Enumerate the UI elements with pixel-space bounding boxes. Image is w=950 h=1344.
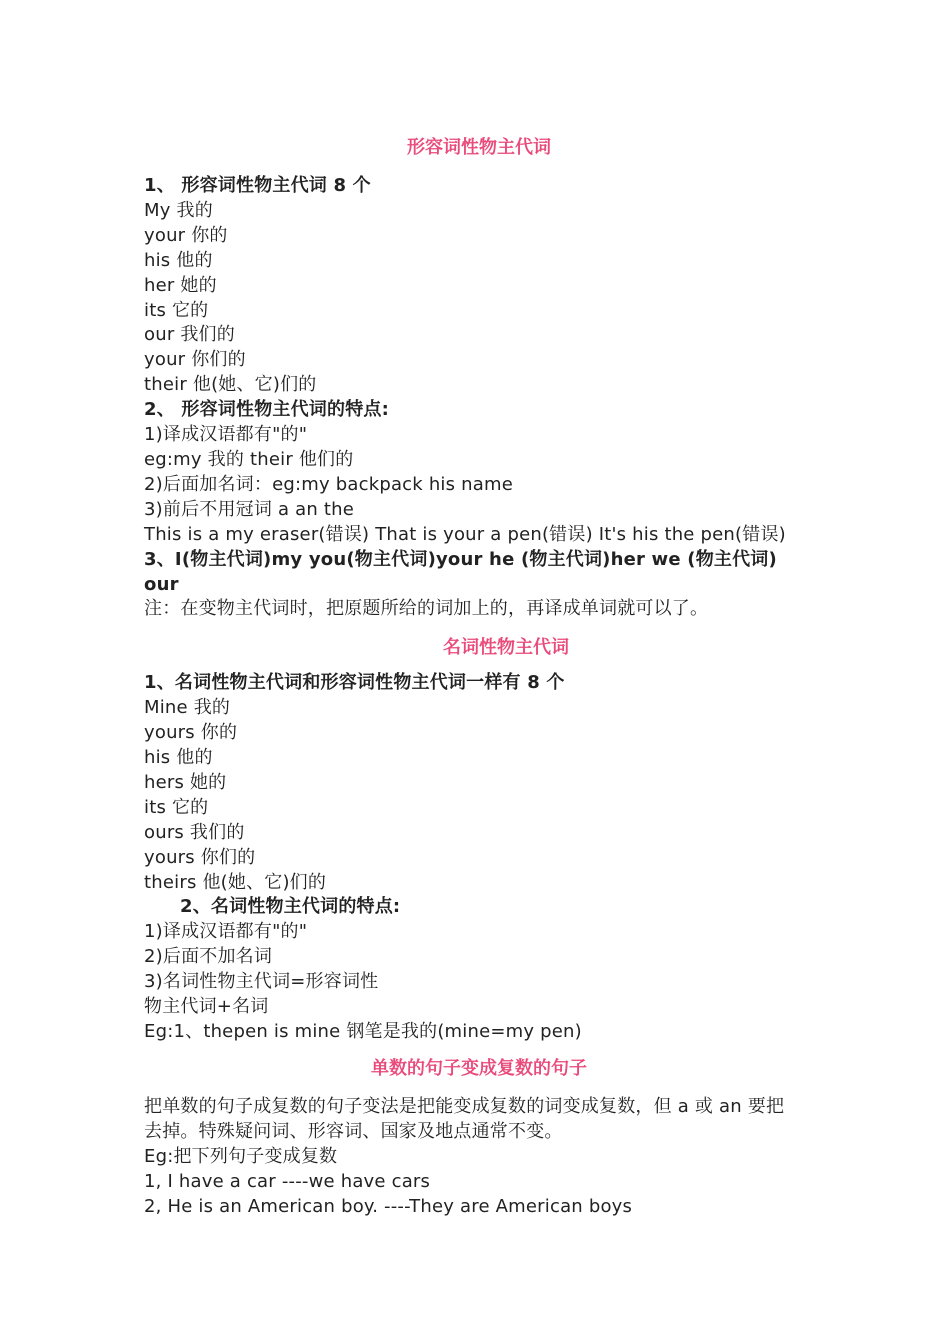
paragraph: 物主代词+名词 — [144, 996, 269, 1018]
list-item: hers 她的 — [144, 771, 227, 793]
paragraph: 1, I have a car ----we have cars — [144, 1170, 431, 1192]
paragraph: Eg:1、thepen is mine 钢笔是我的(mine=my pen) — [144, 1021, 582, 1042]
paragraph: 2)后面加名词：eg:my backpack his name — [144, 473, 513, 495]
list-item: its 它的 — [144, 299, 209, 321]
list-item: its 它的 — [144, 796, 209, 818]
section-title-noun-possessive: 名词性物主代词 — [443, 637, 569, 659]
list-item: Mine 我的 — [144, 697, 231, 719]
list-item: your 你的 — [144, 224, 228, 246]
list-item: his 他的 — [144, 249, 213, 271]
list-item: your 你们的 — [144, 349, 246, 371]
note: 注：在变物主代词时，把原题所给的词加上的，再译成单词就可以了。 — [144, 598, 709, 620]
paragraph: Eg:把下列句子变成复数 — [144, 1145, 338, 1167]
paragraph: 2)后面不加名词 — [144, 946, 273, 968]
list-item: our 我们的 — [144, 324, 235, 346]
section-title-adjective-possessive: 形容词性物主代词 — [407, 137, 551, 158]
paragraph: This is a my eraser(错误) That is your a pen(错误) It's his the pen(错误) — [144, 523, 786, 545]
heading: 1、 形容词性物主代词 8 个 — [144, 175, 371, 196]
paragraph: 1)译成汉语都有"的" — [144, 921, 308, 943]
heading: 2、 形容词性物主代词的特点: — [144, 399, 389, 421]
heading: 2、名词性物主代词的特点: — [180, 896, 401, 918]
list-item: theirs 他(她、它)们的 — [144, 871, 327, 893]
list-item: ours 我们的 — [144, 821, 245, 843]
paragraph: 3)名词性物主代词=形容词性 — [144, 971, 379, 993]
heading: 1、名词性物主代词和形容词性物主代词一样有 8 个 — [144, 672, 565, 694]
list-item: yours 你的 — [144, 722, 238, 744]
document-content — [144, 136, 814, 1219]
list-item: their 他(她、它)们的 — [144, 374, 317, 396]
list-item: her 她的 — [144, 274, 217, 296]
paragraph: 去掉。特殊疑问词、形容词、国家及地点通常不变。 — [144, 1120, 563, 1142]
list-item: My 我的 — [144, 199, 213, 221]
paragraph: 1)译成汉语都有"的" — [144, 424, 308, 446]
heading: 3、I(物主代词)my you(物主代词)your he (物主代词)her we (物主代词) — [144, 548, 777, 570]
paragraph: 把单数的句子成复数的句子变法是把能变成复数的词变成复数，但 a 或 an 要把 — [144, 1095, 785, 1117]
list-item: his 他的 — [144, 747, 213, 769]
paragraph: eg:my 我的 their 他们的 — [144, 448, 354, 470]
list-item: yours 你们的 — [144, 846, 256, 868]
paragraph: 3)前后不用冠词 a an the — [144, 498, 355, 520]
section-title-singular-to-plural: 单数的句子变成复数的句子 — [371, 1057, 587, 1079]
heading: our — [144, 573, 179, 595]
paragraph: 2, He is an American boy. ----They are American boys — [144, 1195, 633, 1217]
